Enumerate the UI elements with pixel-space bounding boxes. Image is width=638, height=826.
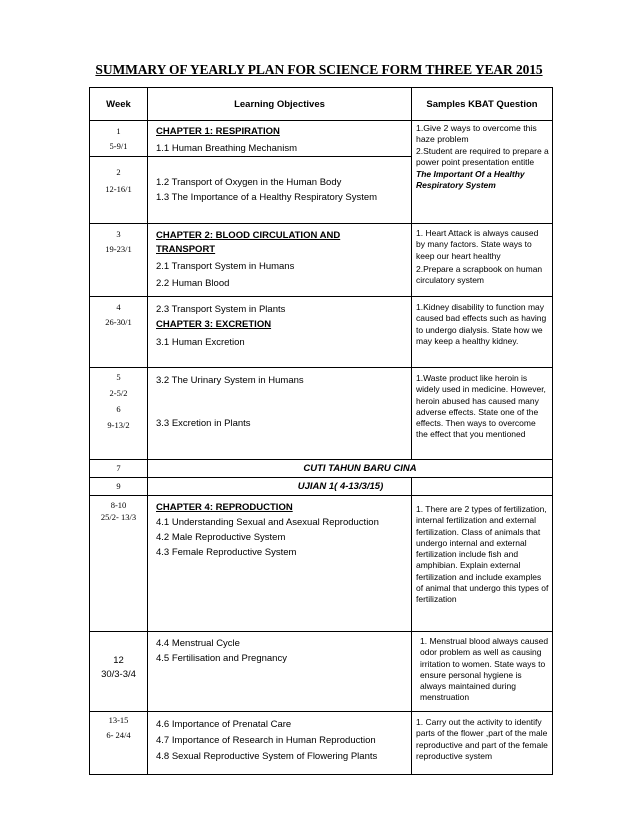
objective-item: 4.8 Sexual Reproductive System of Flowering Plants [156, 751, 378, 762]
week-cell [90, 224, 148, 297]
objective-item: 4.7 Importance of Research in Human Reproduction [156, 735, 376, 746]
table-row [90, 297, 553, 368]
week-number: 6 [116, 404, 121, 414]
objective-item: 1.1 Human Breathing Mechanism [156, 143, 297, 154]
objectives-cell [148, 368, 412, 460]
kbat-question: 1. Carry out the activity to identify parts of the flower ,part of the male reproductive and part of the female reproductive system [416, 717, 548, 761]
chapter-heading: CHAPTER 4: REPRODUCTION [156, 502, 293, 513]
week-dates: 12-16/1 [105, 184, 132, 194]
week-number: 8-10 [110, 500, 127, 510]
week-number: 13-15 [108, 715, 129, 725]
objectives-cell [148, 632, 412, 712]
objective-item: 4.5 Fertilisation and Pregnancy [156, 653, 287, 664]
week-cell [90, 632, 148, 712]
objective-item: 4.2 Male Reproductive System [156, 532, 286, 543]
kbat-cell [412, 368, 553, 460]
objective-item: 2.2 Human Blood [156, 278, 230, 289]
kbat-question: 1.Kidney disability to function may caused bad effects such as having to undergo dialysis. State how we may keep a healthy kidney. [416, 302, 547, 346]
week-dates: 30/3-3/4 [101, 669, 136, 680]
objectives-cell [148, 121, 412, 157]
table-row [90, 496, 553, 632]
table-row [90, 224, 553, 297]
kbat-question: 1.Waste product like heroin is widely used in medicine. However, heroin abused has caused many adverse effects. State one of the effects. Then ways to overcome the effect that you mentioned [416, 373, 546, 440]
week-number: 12 [113, 655, 124, 666]
kbat-question [416, 146, 549, 191]
week-number: 2 [116, 167, 121, 177]
week-dates: 26-30/1 [105, 317, 132, 327]
objective-item: 2.3 Transport System in Plants [156, 304, 286, 315]
objectives-cell [148, 224, 412, 297]
kbat-cell [412, 496, 553, 632]
kbat-cell [412, 297, 553, 368]
week-cell [90, 460, 148, 478]
header-learning-objectives: Learning Objectives [148, 88, 412, 121]
table-row [90, 460, 553, 478]
objectives-cell [148, 157, 412, 224]
week-number: 5 [116, 372, 121, 382]
kbat-question: 1. Menstrual blood always caused odor problem as well as causing irritation to women. State ways to ensure personal hygiene is always maintained during menstruation [420, 636, 549, 703]
objectives-cell [148, 712, 412, 775]
table-row [90, 632, 553, 712]
document-title: SUMMARY OF YEARLY PLAN FOR SCIENCE FORM THREE YEAR 2015 [95, 62, 543, 77]
table-row [90, 121, 553, 157]
yearly-plan-table [89, 87, 553, 775]
week-dates: 5-9/1 [109, 141, 128, 151]
table-row [90, 368, 553, 460]
week-cell [90, 368, 148, 460]
week-number: 4 [116, 302, 121, 312]
objective-item: 1.2 Transport of Oxygen in the Human Body [156, 177, 342, 188]
objective-item: 2.1 Transport System in Humans [156, 261, 295, 272]
objective-item: 1.3 The Importance of a Healthy Respiratory System [156, 192, 378, 203]
header-week: Week [90, 88, 148, 121]
week-dates: 25/2- 13/3 [100, 512, 137, 522]
kbat-question-text: 2.Student are required to prepare a power point presentation entitle [416, 146, 549, 168]
objective-item: 3.2 The Urinary System in Humans [156, 375, 304, 386]
week-number: 9 [116, 481, 121, 491]
objectives-cell [148, 496, 412, 632]
chapter-heading: CHAPTER 1: RESPIRATION [156, 126, 280, 137]
week-cell [90, 478, 148, 496]
table-header-row [90, 88, 553, 121]
kbat-question: 1. Heart Attack is always caused by many factors. State ways to keep our heart healthy [416, 228, 539, 261]
objective-item: 4.6 Importance of Prenatal Care [156, 719, 292, 730]
kbat-cell [412, 712, 553, 775]
chapter-heading: CHAPTER 2: BLOOD CIRCULATION AND TRANSPORT [156, 230, 341, 255]
header-kbat: Samples KBAT Question [412, 88, 553, 121]
week-cell [90, 157, 148, 224]
week-cell [90, 121, 148, 157]
week-number: 3 [116, 229, 121, 239]
exam-cell: UJIAN 1( 4-13/3/15) [148, 478, 412, 496]
objective-item: 3.3 Excretion in Plants [156, 418, 251, 429]
kbat-cell [412, 224, 553, 297]
week-dates: 2-5/2 [109, 388, 128, 398]
week-number: 7 [116, 463, 121, 473]
table-row [90, 478, 553, 496]
kbat-cell [412, 121, 553, 224]
objective-item: 4.3 Female Reproductive System [156, 547, 297, 558]
kbat-question: 2.Prepare a scrapbook on human circulatory system [416, 263, 543, 286]
kbat-question: 1.Give 2 ways to overcome this haze problem [416, 123, 537, 144]
week-dates: 19-23/1 [105, 244, 132, 254]
week-dates: 9-13/2 [107, 420, 130, 430]
week-number: 1 [116, 126, 121, 136]
table-row [90, 712, 553, 775]
holiday-cell: CUTI TAHUN BARU CINA [148, 460, 553, 478]
chapter-heading: CHAPTER 3: EXCRETION [156, 319, 272, 330]
week-dates: 6- 24/4 [106, 730, 131, 740]
empty-kbat-cell [412, 478, 553, 496]
kbat-question: 1. There are 2 types of fertilization, internal fertilization and external fertilization. Class of animals that undergo internal and external fertilization include fish and amphibian. Explain external fertilization and include examples of animal that undergo this types of fertilization [416, 504, 549, 605]
kbat-question-emphasis: The Important Of a Healthy Respiratory System [416, 168, 525, 190]
week-cell [90, 712, 148, 775]
week-cell [90, 297, 148, 368]
objective-item: 4.1 Understanding Sexual and Asexual Reproduction [156, 517, 379, 528]
objective-item: 4.4 Menstrual Cycle [156, 638, 240, 649]
objectives-cell [148, 297, 412, 368]
week-cell [90, 496, 148, 632]
objective-item: 3.1 Human Excretion [156, 337, 245, 348]
kbat-cell [412, 632, 553, 712]
